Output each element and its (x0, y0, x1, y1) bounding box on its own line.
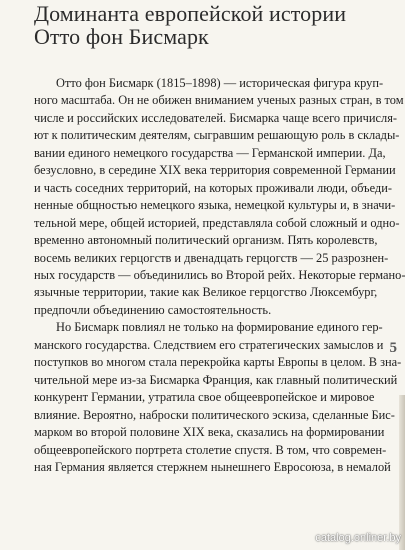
text-line: числе и российских исследователей. Бисмарка чаще всего причисля- (34, 110, 398, 125)
text-line: ная Германия является стержнем нынешнего Евросоюза, в немалой (34, 459, 391, 474)
text-line: ных государств — объединились во Второй рейх. Некоторые германо- (34, 267, 405, 282)
paragraph-2 (34, 319, 402, 476)
text-line: ного масштаба. Он не обижен вниманием ученых разных стран, в том (34, 93, 404, 108)
body-text (34, 75, 405, 476)
text-line: манского государства. Следствием его стратегических замыслов и (34, 337, 384, 352)
text-line: и часть соседних территорий, на которых проживали люди, объеди- (34, 180, 392, 195)
text-line: тельной мере, общей историей, представляла собой сложный и одно- (34, 215, 400, 230)
text-line: безусловно, в середине XIX века территория современной Германии (34, 163, 396, 178)
text-line: чительной мере из-за Бисмарка Франция, как главный политический (34, 372, 398, 387)
text-line: Отто фон Бисмарк (1815–1898) — историческая фигура круп- (56, 76, 384, 90)
page-edge-shadow (399, 395, 405, 550)
chapter-title-line-1: Доминанта европейской истории (34, 1, 347, 26)
text-line: поступков во многом стала перекройка карты Европы в целом. В зна- (34, 355, 402, 370)
text-line: восемь великих герцогств и двенадцать герцогств — 25 разрознен- (34, 250, 389, 265)
chapter-title (34, 2, 374, 48)
watermark: catalog.onliner.by (315, 532, 401, 544)
text-line: временно автономный политический организм. Пять королевств, (34, 233, 378, 248)
text-line: конкурент Германии, утратила свое общеевропейское и мировое (34, 390, 375, 405)
page-number: 5 (389, 340, 397, 356)
text-line: общеевропейского портрета столетие спустя. В том, что современ- (34, 442, 387, 457)
text-line: язычные территории, такие как Великое герцогство Люксембург, (34, 285, 378, 300)
text-line: предпочли объединению самостоятельность. (34, 302, 272, 317)
text-line: марком во второй половине XIX века, сказались на формировании (34, 425, 385, 440)
text-line: влияние. Вероятно, наброски политического эскиза, сделанные Бис- (34, 407, 395, 422)
text-line: ют к политическим деятелям, сыгравшим решающую роль в склады- (34, 128, 400, 143)
paragraph-1 (34, 75, 405, 319)
text-line: ненные общностью немецкого языка, немецкой культуры и, в значи- (34, 198, 396, 213)
text-line: вании единого немецкого государства — Германской империи. Да, (34, 145, 386, 160)
chapter-title-line-2: Отто фон Бисмарк (34, 24, 209, 49)
text-line: Но Бисмарк повлиял не только на формирование единого гер- (56, 320, 383, 335)
